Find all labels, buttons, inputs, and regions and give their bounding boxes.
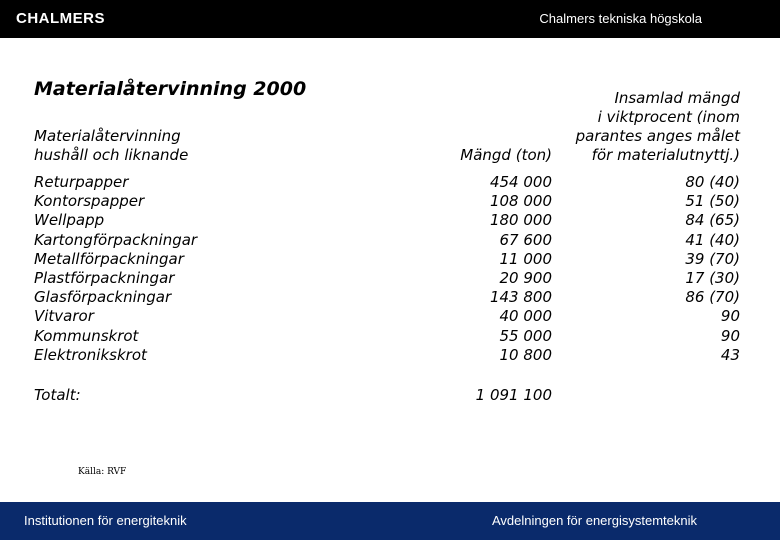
- row-label: Kartongförpackningar: [34, 230, 198, 249]
- row-percent: 80 (40): [685, 173, 740, 191]
- column-header-category: [34, 127, 334, 165]
- row-percent: 90: [720, 326, 740, 345]
- row-amount: 55 000: [499, 326, 552, 345]
- row-percent: 43: [720, 345, 740, 364]
- row-amount: 143 800: [489, 288, 552, 307]
- row-label: Glasförpackningar: [34, 288, 172, 307]
- row-percent: 39 (70): [685, 249, 740, 268]
- footer-division: Avdelningen för energisystemteknik: [492, 513, 697, 528]
- total-amount: 1 091 100: [475, 386, 552, 404]
- institution-name: Chalmers tekniska högskola: [539, 11, 702, 26]
- source-note: Källa: RVF: [78, 467, 127, 477]
- row-percent: 84 (65): [685, 211, 740, 230]
- footer-department: Institutionen för energiteknik: [24, 513, 187, 528]
- row-amount: 40 000: [499, 307, 552, 326]
- column-header-percent-line: Insamlad mängd: [614, 89, 740, 107]
- row-label: Vitvaror: [34, 307, 94, 326]
- row-percent: 86 (70): [685, 288, 740, 307]
- column-header-category-line: hushåll och liknande: [34, 146, 189, 164]
- row-label: Wellpapp: [34, 211, 105, 230]
- total-label: Totalt:: [34, 386, 81, 404]
- column-header-category-line: Materialåtervinning: [34, 127, 181, 145]
- column-header-percent-line: i viktprocent (inom: [597, 108, 740, 126]
- top-bar: [0, 0, 780, 38]
- row-percent: 17 (30): [685, 268, 740, 287]
- row-amount: 10 800: [499, 345, 552, 364]
- row-amount: 11 000: [499, 249, 552, 268]
- table-row: [34, 307, 744, 326]
- bottom-bar: [0, 502, 780, 540]
- row-amount: 454 000: [489, 173, 552, 191]
- row-label: Plastförpackningar: [34, 268, 175, 287]
- column-header-amount: Mängd (ton): [460, 146, 552, 164]
- table-row: [34, 346, 744, 365]
- table-row: [34, 211, 744, 230]
- chalmers-logo: CHALMERS: [16, 10, 105, 27]
- data-table: [34, 173, 744, 365]
- row-amount: 108 000: [489, 192, 552, 211]
- column-header-percent: [550, 89, 740, 165]
- row-amount: 20 900: [499, 268, 552, 287]
- row-label: Kontorspapper: [34, 192, 145, 211]
- row-label: Returpapper: [34, 173, 129, 191]
- row-amount: 67 600: [499, 230, 552, 249]
- table-row: [34, 327, 744, 346]
- table-row: [34, 192, 744, 211]
- column-header-percent-line: för materialutnyttj.): [591, 146, 740, 164]
- table-row: [34, 250, 744, 269]
- row-amount: 180 000: [489, 211, 552, 230]
- table-row: [34, 269, 744, 288]
- total-row: [34, 386, 744, 406]
- row-label: Elektronikskrot: [34, 345, 147, 364]
- row-label: Metallförpackningar: [34, 249, 184, 268]
- row-label: Kommunskrot: [34, 326, 139, 345]
- row-percent: 90: [720, 307, 740, 326]
- table-row: [34, 173, 744, 192]
- table-row: [34, 288, 744, 307]
- table-row: [34, 231, 744, 250]
- row-percent: 41 (40): [685, 230, 740, 249]
- column-header-percent-line: parantes anges målet: [575, 127, 740, 145]
- slide-title: Materialåtervinning 2000: [34, 78, 307, 100]
- row-percent: 51 (50): [685, 192, 740, 211]
